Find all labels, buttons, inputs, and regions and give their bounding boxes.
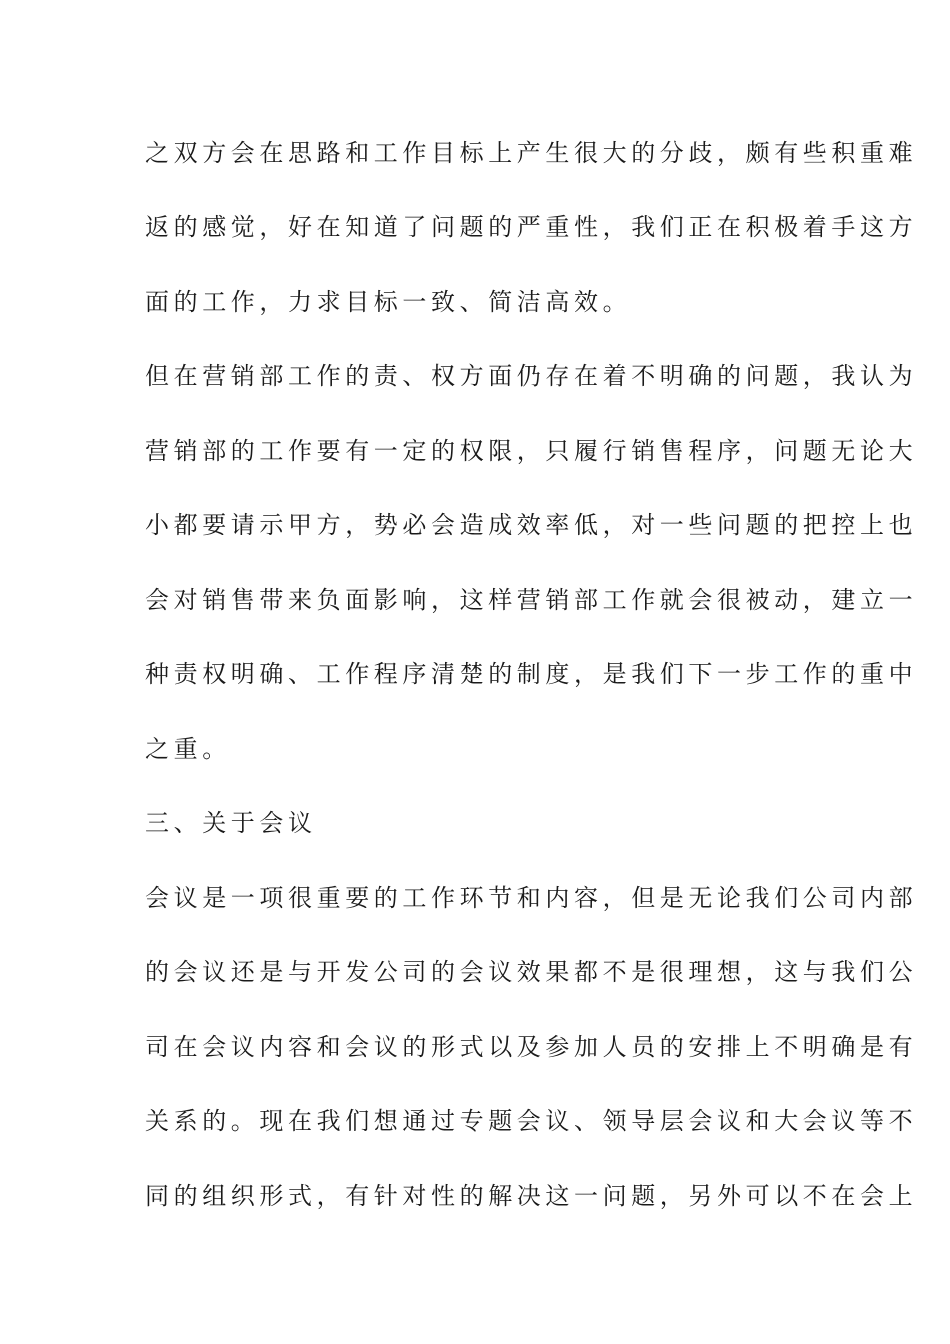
text-line: 返的感觉，好在知道了问题的严重性，我们正在积极着手这方 bbox=[145, 213, 918, 241]
text-line: 会议是一项很重要的工作环节和内容，但是无论我们公司内部 bbox=[145, 884, 918, 912]
text-line: 同的组织形式，有针对性的解决这一问题，另外可以不在会上 bbox=[145, 1182, 918, 1210]
text-line: 司在会议内容和会议的形式以及参加人员的安排上不明确是有 bbox=[145, 1033, 918, 1061]
text-line: 小都要请示甲方，势必会造成效率低，对一些问题的把控上也 bbox=[145, 511, 918, 539]
text-line: 营销部的工作要有一定的权限，只履行销售程序，问题无论大 bbox=[145, 437, 918, 465]
text-line: 之双方会在思路和工作目标上产生很大的分歧，颇有些积重难 bbox=[145, 139, 918, 167]
text-line: 面的工作，力求目标一致、简洁高效。 bbox=[145, 288, 632, 316]
text-line: 但在营销部工作的责、权方面仍存在着不明确的问题，我认为 bbox=[145, 362, 918, 390]
section-heading: 三、关于会议 bbox=[145, 809, 317, 837]
text-line: 会对销售带来负面影响，这样营销部工作就会很被动，建立一 bbox=[145, 586, 918, 614]
text-line: 关系的。现在我们想通过专题会议、领导层会议和大会议等不 bbox=[145, 1107, 918, 1135]
text-line: 之重。 bbox=[145, 735, 231, 763]
text-line: 的会议还是与开发公司的会议效果都不是很理想，这与我们公 bbox=[145, 958, 918, 986]
text-line: 种责权明确、工作程序清楚的制度，是我们下一步工作的重中 bbox=[145, 660, 918, 688]
